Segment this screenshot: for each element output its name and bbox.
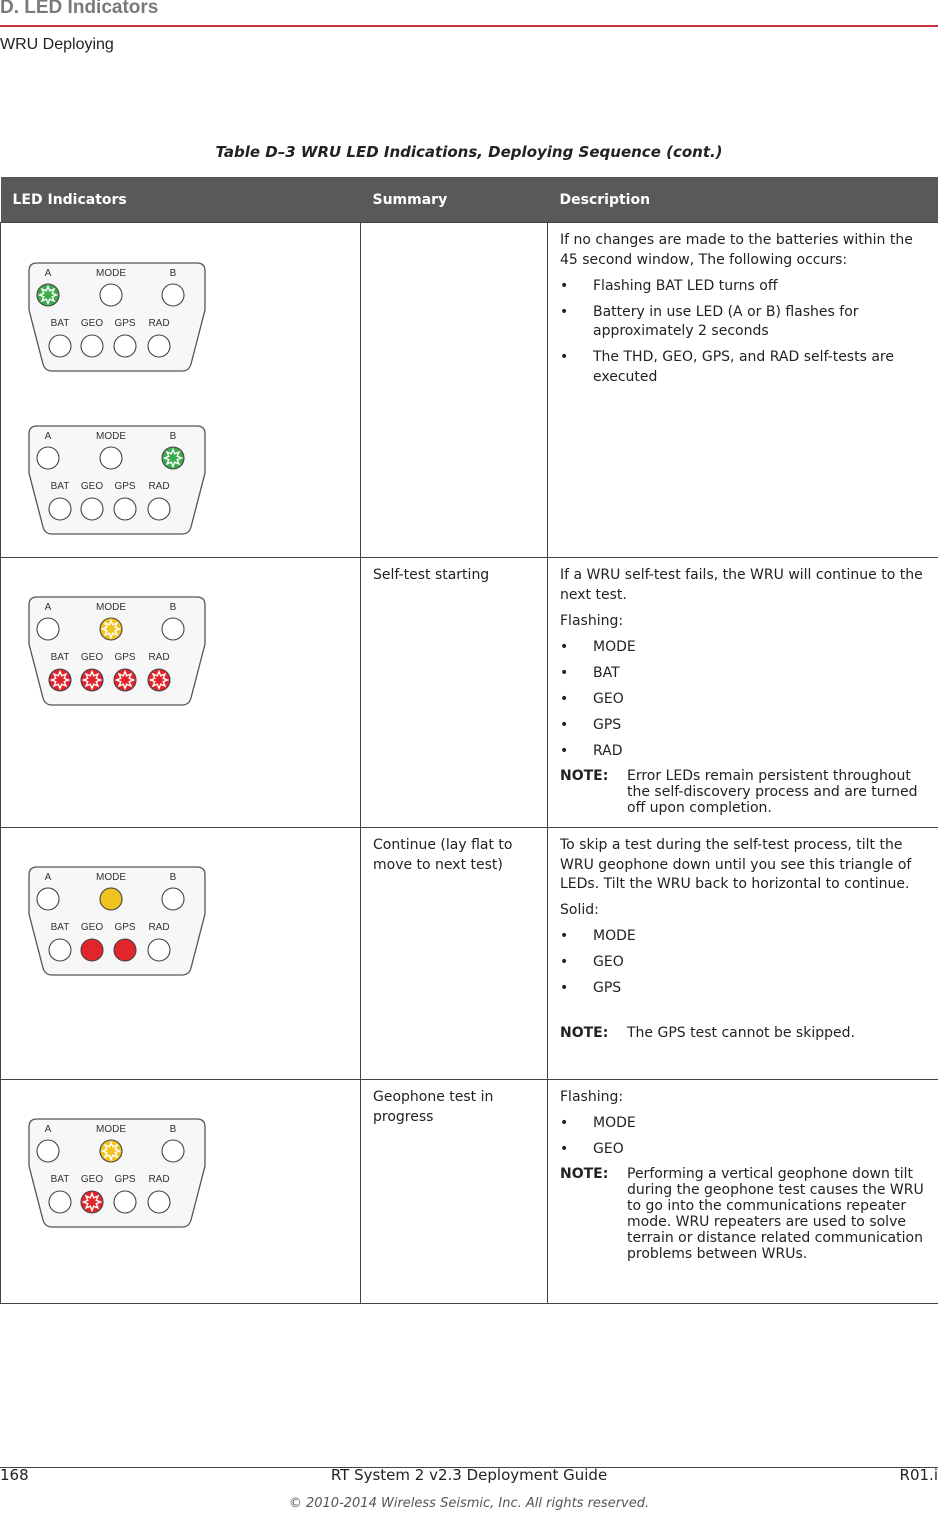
column-header-led: LED Indicators xyxy=(1,177,361,223)
document-title: RT System 2 v2.3 Deployment Guide xyxy=(330,1466,608,1484)
led-label-rad: RAD xyxy=(148,318,170,329)
led-gps-red xyxy=(114,939,136,961)
led-rad-off xyxy=(148,939,170,961)
bullet-list xyxy=(560,638,926,762)
led-panel-diagram xyxy=(27,594,207,715)
list-item: • MODE xyxy=(560,1115,636,1131)
led-label-mode: MODE xyxy=(96,872,126,883)
list-item: • The THD, GEO, GPS, and RAD self-tests are executed xyxy=(560,349,894,385)
led-geo-off xyxy=(81,498,103,520)
led-panel-svg xyxy=(27,594,207,708)
led-label-gps: GPS xyxy=(114,318,136,329)
column-header-description: Description xyxy=(548,177,938,223)
led-label-mode: MODE xyxy=(96,431,126,442)
summary-cell: Self-test starting xyxy=(361,558,548,828)
led-panel-svg xyxy=(27,864,207,978)
summary-cell: Geophone test in progress xyxy=(361,1080,548,1304)
led-label-a: A xyxy=(44,602,52,613)
led-label-gps: GPS xyxy=(114,481,136,492)
led-label-a: A xyxy=(44,872,52,883)
led-panel-svg xyxy=(27,1116,207,1230)
led-label-rad: RAD xyxy=(148,481,170,492)
led-geo-red xyxy=(81,939,103,961)
led-panel-svg xyxy=(27,260,207,374)
summary-cell xyxy=(361,223,548,558)
list-item: • Battery in use LED (A or B) flashes for approximately 2 seconds xyxy=(560,303,859,339)
description-text: If a WRU self-test fails, the WRU will continue to the next test. xyxy=(560,567,923,603)
led-gps-off xyxy=(114,498,136,520)
summary-cell: Continue (lay flat to move to next test) xyxy=(361,828,548,1080)
led-label-gps: GPS xyxy=(114,1174,136,1185)
led-a-off xyxy=(37,1140,59,1162)
bullet-list xyxy=(560,277,926,388)
description-text: Flashing: xyxy=(560,612,624,629)
description-text: If no changes are made to the batteries within the 45 second window, The following occurs: xyxy=(560,232,913,268)
led-mode-off xyxy=(100,284,122,306)
led-panel-diagram xyxy=(27,423,207,544)
led-label-b: B xyxy=(169,602,177,613)
led-gps-off xyxy=(114,1191,136,1213)
column-header-summary: Summary xyxy=(361,177,548,223)
led-label-bat: BAT xyxy=(50,922,70,933)
led-cell xyxy=(1,558,361,828)
led-a-off xyxy=(37,447,59,469)
led-b-off xyxy=(162,284,184,306)
led-label-geo: GEO xyxy=(80,318,104,329)
copyright: © 2010-2014 Wireless Seismic, Inc. All rights reserved. xyxy=(288,1496,650,1511)
led-panel-diagram xyxy=(27,260,207,381)
led-label-geo: GEO xyxy=(80,652,104,663)
led-mode-yellow xyxy=(100,888,122,910)
led-label-gps: GPS xyxy=(114,922,136,933)
led-label-a: A xyxy=(44,1124,52,1135)
led-panel-diagram xyxy=(27,1116,207,1237)
list-item: • GPS xyxy=(560,980,622,996)
table-caption: Table D–3 WRU LED Indications, Deploying Sequence (cont.) xyxy=(215,143,723,161)
note xyxy=(560,1166,926,1262)
description-cell xyxy=(548,1080,938,1304)
led-rad-off xyxy=(148,335,170,357)
led-label-a: A xyxy=(44,431,52,442)
table-row xyxy=(1,223,938,558)
header-rule xyxy=(0,25,938,27)
led-bat-off xyxy=(49,1191,71,1213)
list-item: • MODE xyxy=(560,928,636,944)
note xyxy=(560,768,926,816)
table-header-row xyxy=(1,177,938,223)
table-row xyxy=(1,1080,938,1304)
section-title: D. LED Indicators xyxy=(0,0,159,18)
description-text: Flashing: xyxy=(560,1089,624,1105)
led-label-geo: GEO xyxy=(80,481,104,492)
led-b-off xyxy=(162,1140,184,1162)
note-label: NOTE: xyxy=(560,767,609,784)
led-bat-off xyxy=(49,498,71,520)
led-label-bat: BAT xyxy=(50,652,70,663)
note-label: NOTE: xyxy=(560,1166,609,1182)
led-geo-off xyxy=(81,335,103,357)
note-text: The GPS test cannot be skipped. xyxy=(627,1025,855,1041)
led-label-b: B xyxy=(169,872,177,883)
table-row xyxy=(1,558,938,828)
list-item: • GEO xyxy=(560,954,624,970)
led-panel-svg xyxy=(27,423,207,537)
led-label-b: B xyxy=(169,1124,177,1135)
note-label: NOTE: xyxy=(560,1025,609,1041)
list-item: • GEO xyxy=(560,1141,624,1157)
description-cell xyxy=(548,558,938,828)
led-cell xyxy=(1,1080,361,1304)
list-item: • GPS xyxy=(560,716,622,733)
table-row xyxy=(1,828,938,1080)
led-label-rad: RAD xyxy=(148,922,170,933)
note xyxy=(560,1025,926,1041)
revision-label: R01.i xyxy=(899,1466,938,1484)
description-text: Solid: xyxy=(560,902,599,918)
led-label-rad: RAD xyxy=(148,1174,170,1185)
list-item: • Flashing BAT LED turns off xyxy=(560,277,778,294)
led-label-bat: BAT xyxy=(50,481,70,492)
description-cell xyxy=(548,828,938,1080)
led-mode-off xyxy=(100,447,122,469)
led-label-gps: GPS xyxy=(114,652,136,663)
led-label-geo: GEO xyxy=(80,1174,104,1185)
led-label-bat: BAT xyxy=(50,318,70,329)
list-item: • GEO xyxy=(560,690,624,707)
description-text: To skip a test during the self-test process, tilt the WRU geophone down until you see this triangle of LEDs. Tilt the WRU back to horizontal to continue. xyxy=(560,837,912,892)
led-label-mode: MODE xyxy=(96,1124,126,1135)
led-gps-off xyxy=(114,335,136,357)
led-label-mode: MODE xyxy=(96,268,126,279)
list-item: • BAT xyxy=(560,664,620,681)
description-cell xyxy=(548,223,938,558)
led-a-off xyxy=(37,888,59,910)
led-bat-off xyxy=(49,939,71,961)
led-panel-diagram xyxy=(27,864,207,985)
led-label-bat: BAT xyxy=(50,1174,70,1185)
list-item: • RAD xyxy=(560,742,623,759)
note-text: Performing a vertical geophone down tilt during the geophone test causes the WRU to go into the communications repeater mode. WRU repeaters are used to solve terrain or distance related communication problems between WRUs. xyxy=(627,1166,924,1262)
led-label-rad: RAD xyxy=(148,652,170,663)
led-b-off xyxy=(162,618,184,640)
led-a-off xyxy=(37,618,59,640)
note-text: Error LEDs remain persistent throughout the self-discovery process and are turned off upon completion. xyxy=(627,767,918,816)
led-label-b: B xyxy=(169,431,177,442)
led-rad-off xyxy=(148,1191,170,1213)
section-subtitle: WRU Deploying xyxy=(0,36,114,53)
led-label-mode: MODE xyxy=(96,602,126,613)
bullet-list xyxy=(560,1114,926,1160)
page-number: 168 xyxy=(0,1466,29,1484)
led-cell xyxy=(1,223,361,558)
led-rad-off xyxy=(148,498,170,520)
led-label-geo: GEO xyxy=(80,922,104,933)
list-item: • MODE xyxy=(560,638,636,655)
led-indications-table xyxy=(0,177,938,1304)
led-b-off xyxy=(162,888,184,910)
bullet-list xyxy=(560,927,926,999)
led-label-a: A xyxy=(44,268,52,279)
led-label-b: B xyxy=(169,268,177,279)
led-bat-off xyxy=(49,335,71,357)
led-cell xyxy=(1,828,361,1080)
